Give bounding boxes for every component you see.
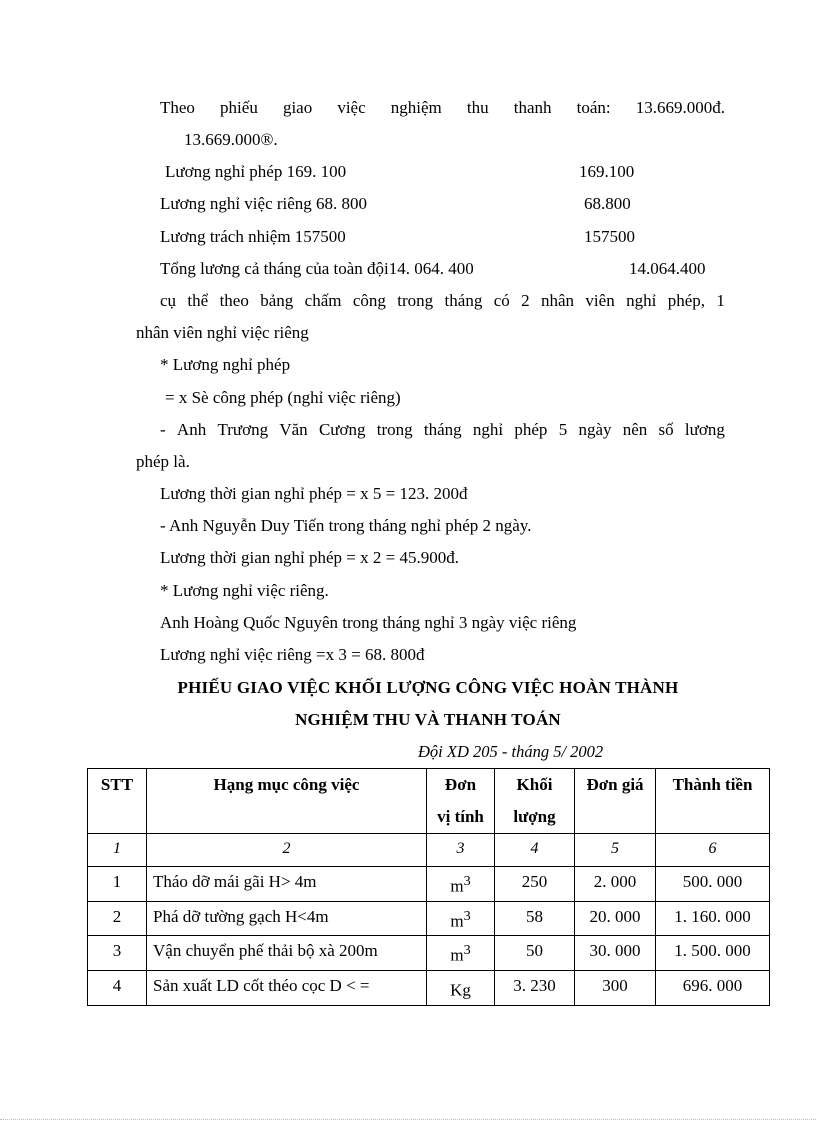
index-cell: 4	[495, 834, 575, 867]
table-row	[88, 901, 770, 936]
work-items-table	[87, 768, 770, 1006]
word: 5	[558, 420, 568, 439]
paragraph-line-1	[160, 97, 725, 119]
cell-total: 696. 000	[656, 970, 770, 1005]
word: theo	[219, 291, 249, 310]
word: phép,	[667, 291, 705, 310]
sick-leave-value: 169.100	[579, 162, 635, 181]
cell-unit	[427, 970, 495, 1005]
unit-text: m	[450, 876, 464, 896]
word: nghỉ	[472, 420, 504, 439]
cell-unit	[427, 901, 495, 936]
word: tháng	[444, 291, 483, 310]
header-total: Thành tiền	[656, 769, 770, 834]
cell-item: Tháo dỡ mái gãi H> 4m	[147, 867, 427, 902]
unit-superscript: 3	[463, 873, 471, 889]
cell-price: 20. 000	[575, 901, 656, 936]
word: số	[658, 420, 674, 439]
paragraph-line-13: Lương thời gian nghỉ phép = x 5 = 123. 200đ	[160, 484, 468, 503]
word: 13.669.000đ.	[635, 98, 725, 117]
word: ngày	[578, 420, 612, 439]
cell-stt: 3	[88, 936, 147, 971]
word: lương	[684, 420, 725, 439]
paragraph-line-7	[160, 290, 725, 312]
word: chấm	[304, 291, 342, 310]
paragraph-line-12: phép là.	[136, 452, 190, 471]
word: nghỉ	[626, 291, 657, 310]
cell-total: 1. 160. 000	[656, 901, 770, 936]
word: phiếu	[220, 98, 258, 117]
word: phép	[514, 420, 548, 439]
word: 2	[521, 291, 530, 310]
word: trong	[376, 420, 413, 439]
table-row	[88, 970, 770, 1005]
cell-quantity: 50	[495, 936, 575, 971]
header-stt: STT	[88, 769, 147, 834]
word: giao	[282, 98, 313, 117]
header-item: Hạng mục công việc	[147, 769, 427, 834]
sick-leave-label: Lương nghỉ phép 169. 100	[165, 162, 347, 181]
word: toán:	[576, 98, 611, 117]
cell-stt: 1	[88, 867, 147, 902]
table-row	[88, 867, 770, 902]
cell-total: 500. 000	[656, 867, 770, 902]
paragraph-line-10: = x Sè công phép (nghỉ việc riêng)	[165, 388, 401, 407]
word: Anh	[176, 420, 207, 439]
cell-item: Vận chuyển phế thải bộ xà 200m	[147, 936, 427, 971]
page-bottom-divider	[0, 1119, 816, 1120]
word: tháng	[423, 420, 462, 439]
paragraph-line-18: Lương nghỉ việc riêng =x 3 = 68. 800đ	[160, 645, 425, 664]
cell-stt: 2	[88, 901, 147, 936]
responsibility-label: Lương trách nhiệm 157500	[160, 227, 346, 246]
word: Trương	[217, 420, 269, 439]
index-cell: 5	[575, 834, 656, 867]
cell-price: 30. 000	[575, 936, 656, 971]
cell-stt: 4	[88, 970, 147, 1005]
word: thu	[466, 98, 489, 117]
index-cell: 6	[656, 834, 770, 867]
unit-text: Kg	[450, 980, 471, 1000]
word: nên	[622, 420, 648, 439]
index-cell: 1	[88, 834, 147, 867]
column-index-row	[88, 834, 770, 867]
word: -	[160, 420, 166, 439]
form-title-line-2: NGHIỆM THU VÀ THANH TOÁN	[295, 710, 561, 729]
index-cell: 2	[147, 834, 427, 867]
word: Theo	[160, 98, 195, 117]
header-quantity-line-1: Khối	[516, 775, 553, 794]
responsibility-value: 157500	[584, 227, 635, 246]
word: có	[493, 291, 510, 310]
paragraph-line-16: * Lương nghỉ việc riêng.	[160, 581, 329, 600]
paragraph-line-17: Anh Hoàng Quốc Nguyên trong tháng nghỉ 3 ngày việc riêng	[160, 613, 577, 632]
header-unit-line-2: vị tính	[437, 807, 484, 826]
unit-superscript: 3	[463, 907, 471, 924]
word: bảng	[260, 291, 294, 310]
header-unit-line-1: Đơn	[444, 775, 477, 794]
unit-superscript: 3	[463, 942, 471, 959]
word: Văn	[279, 420, 308, 439]
private-leave-value: 68.800	[584, 194, 631, 213]
cell-quantity: 250	[495, 867, 575, 902]
paragraph-line-11	[160, 419, 725, 441]
cell-unit	[427, 936, 495, 971]
form-title-line-1: PHIẾU GIAO VIỆC KHỐI LƯỢNG CÔNG VIỆC HOÀN THÀNH	[177, 678, 679, 697]
word: thể	[187, 291, 209, 310]
form-subtitle: Đội XD 205 - tháng 5/ 2002	[418, 742, 604, 761]
word: việc	[337, 98, 366, 117]
cell-total: 1. 500. 000	[656, 936, 770, 971]
word: Cương	[318, 420, 366, 439]
word: cụ	[160, 291, 177, 310]
unit-text: m	[450, 945, 464, 965]
table-header-row	[88, 769, 770, 834]
index-cell: 3	[427, 834, 495, 867]
header-price: Đơn giá	[575, 769, 656, 834]
paragraph-line-2: 13.669.000®.	[184, 130, 278, 149]
word: trong	[397, 291, 434, 310]
cell-quantity: 3. 230	[495, 970, 575, 1005]
header-unit	[427, 769, 495, 834]
cell-price: 300	[575, 970, 656, 1005]
paragraph-line-15: Lương thời gian nghỉ phép = x 2 = 45.900đ.	[160, 548, 459, 567]
word: 1	[716, 291, 725, 310]
word: nhân	[541, 291, 575, 310]
word: viên	[585, 291, 615, 310]
word: công	[352, 291, 386, 310]
cell-price: 2. 000	[575, 867, 656, 902]
unit-text: m	[450, 911, 464, 931]
table-row	[88, 936, 770, 971]
paragraph-line-8: nhân viên nghỉ việc riêng	[136, 323, 309, 342]
word: nghiệm	[390, 98, 442, 117]
total-salary-value: 14.064.400	[629, 259, 706, 278]
cell-unit	[427, 867, 495, 902]
word: thanh	[513, 98, 552, 117]
paragraph-line-9: * Lương nghỉ phép	[160, 355, 291, 374]
private-leave-label: Lương nghỉ việc riêng 68. 800	[160, 194, 368, 213]
header-quantity	[495, 769, 575, 834]
cell-item: Phá dỡ tường gạch H<4m	[147, 901, 427, 936]
total-salary-label: Tổng lương cả tháng của toàn đội14. 064. 400	[160, 259, 474, 278]
paragraph-line-14: - Anh Nguyễn Duy Tiến trong tháng nghỉ phép 2 ngày.	[160, 516, 532, 535]
cell-item: Sản xuất LD cốt théo cọc D < =	[147, 970, 427, 1005]
header-quantity-line-2: lượng	[513, 807, 556, 826]
cell-quantity: 58	[495, 901, 575, 936]
